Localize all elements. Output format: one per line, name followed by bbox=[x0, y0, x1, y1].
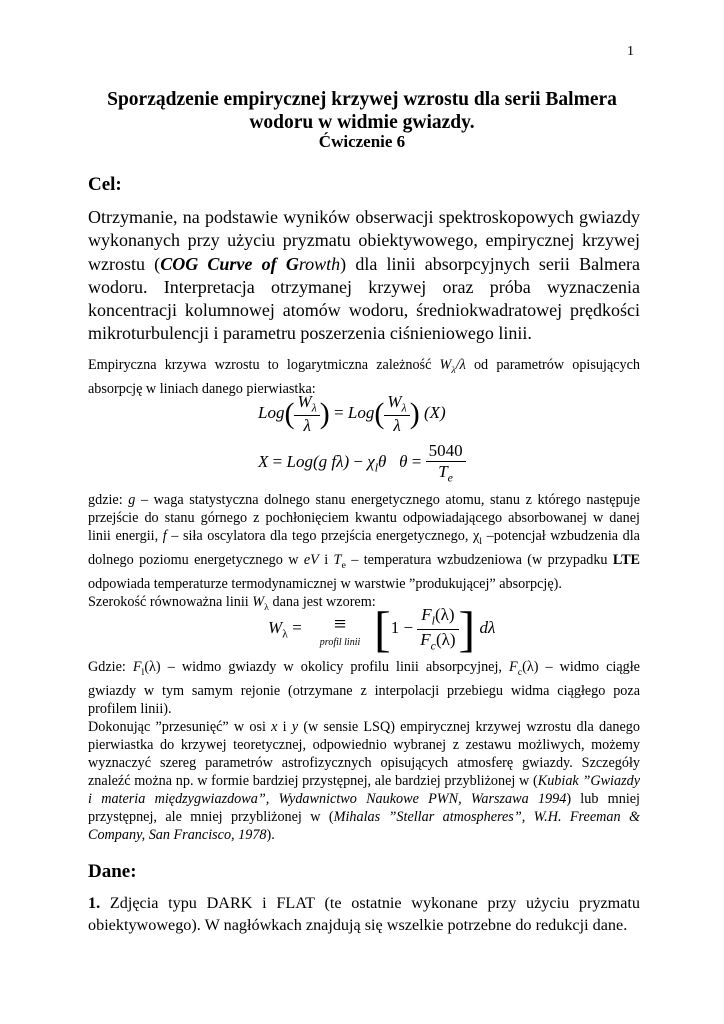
title-line-1: Sporządzenie empirycznej krzywej wzrostu dla serii Balmera bbox=[107, 89, 617, 110]
formula-equivalent-width: $W_\lambda$ = ≡ profil linii [1 − $\frac{F_l(\lambda)}{F_c(\lambda)}$ ] dλ bbox=[268, 601, 496, 657]
intro-paragraph: Empiryczna krzywa wzrostu to logarytmiczna zależność $W_\lambda/\lambda$ od parametrów opisujących absorpcję w liniach danego pierwiastka: bbox=[88, 357, 641, 397]
goal-paragraph: Otrzymanie, na podstawie wyników obserwacji spektroskopowych gwiazdy wykonanych przy użyciu pryzmatu obiektywowego, empirycznej krzywej wzrostu (COG Curve of Growth) dla linii absorpcyjnych serii Balmera wodoru. Interpretacja otrzymanej krzywej oraz próba wyznaczenia koncentracji kolumnowej atomów wodoru, średniokwadratowej prędkości mikroturbulencji i parametru poszerzenia ciśnieniowego linii. bbox=[88, 207, 641, 344]
explanation-paragraph: gdzie: g – waga statystyczna dolnego stanu energetycznego atomu, stanu z którego następuje przejście do stanu górnego z pochłonięciem kwantu odpowiadającego absorbowanej w danej linii energii, f – siła oscylatora dla tego przejścia energetycznego, $\chi_l$ –potencjał wzbudzenia dla dolnego poziomu energetycznego w eV i $T_e$ – temperatura wzbudzeniowa (w przypadku LTE odpowiada temperaturze termodynamicznej w warstwie ”produkującej” absorpcję). Szerokość równoważna linii $W_\lambda$ dana jest wzorem: bbox=[88, 492, 640, 613]
document-title bbox=[0, 88, 724, 134]
data-list-item bbox=[88, 892, 640, 936]
formula-x-definition: X = Log(g $f\lambda) - \chi_l\theta$ θ = $\frac{5040}{T_e}$ bbox=[258, 441, 466, 485]
list-item-text: Zdjęcia typu DARK i FLAT (te ostatnie wykonane przy użyciu pryzmatu obiektywowego). W nagłówkach znajdują się wszelkie potrzebne do redukcji dane. bbox=[88, 894, 641, 934]
title-line-2: wodoru w widmie gwiazdy. bbox=[249, 112, 475, 133]
exercise-subtitle: Ćwiczenie 6 bbox=[318, 132, 406, 151]
page-number: 1 bbox=[627, 44, 634, 59]
data-heading: Dane: bbox=[88, 861, 137, 882]
definitions-paragraph: Gdzie: $F_l(\lambda)$ – widmo gwiazdy w okolicy profilu linii absorpcyjnej, $F_c(\lambda)$ – widmo ciągłe gwiazdy w tym samym rejonie (otrzymane z interpolacji przebiegu widma ciągłego poza profilem linii). Dokonując ”przesunięć” w osi x i y (w sensie LSQ) empirycznej krzywej wzrostu dla danego pierwiastka do krzywej teoretycznej, odpowiednio wybranej z zestawu możliwych, możemy wyznaczyć szereg parametrów astrofizycznych opisujących atmosferę gwiazdy. Szczegóły znaleźć można np. w formie bardziej przystępnej, ale bardziej przybliżonej w (Kubiak ”Gwiazdy i materia międzygwiazdowa”, Wydawnictwo Naukowe PWN, Warszawa 1994) lub mniej przystępnej, ale mniej przybliżonej w (Mihalas ”Stellar atmospheres”, W.H. Freeman & Company, San Francisco, 1978). bbox=[88, 659, 641, 843]
formula-cog: Log( $\frac{W_\lambda}{\lambda}$ ) = Log( $\frac{W_\lambda}{\lambda}$ ) (X) bbox=[258, 392, 446, 436]
goal-heading: Cel: bbox=[88, 174, 122, 195]
list-item-number: 1. bbox=[88, 894, 101, 912]
